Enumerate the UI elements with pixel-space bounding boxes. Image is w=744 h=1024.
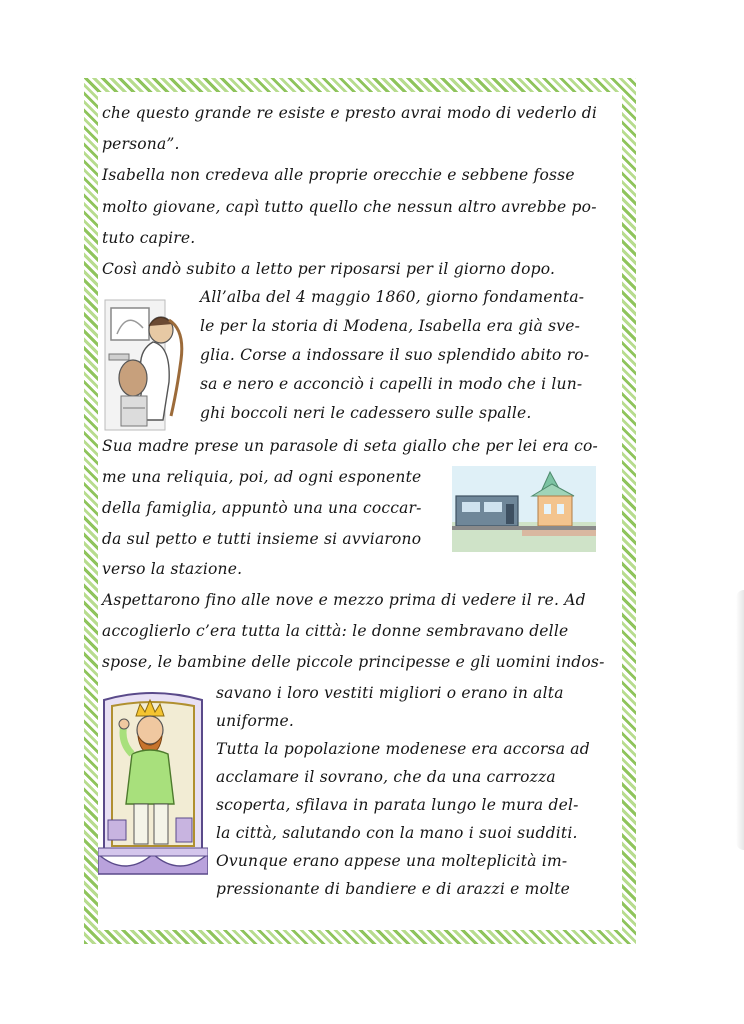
text-line: la città, salutando con la mano i suoi sudditi. [216, 824, 578, 842]
text-line: Aspettarono fino alle nove e mezzo prima di vedere il re. Ad [102, 591, 586, 609]
text-line: glia. Corse a indossare il suo splendido abito ro- [200, 346, 590, 364]
text-line: Sua madre prese un parasole di seta giallo che per lei era co- [102, 437, 598, 455]
text-line: accoglierlo c’era tutta la città: le donne sembravano delle [102, 622, 569, 640]
text-line: uniforme. [216, 712, 294, 730]
text-line: scoperta, sfilava in parata lungo le mura del- [216, 796, 579, 814]
train-station-illustration [452, 466, 596, 552]
text-line: savano i loro vestiti migliori o erano in alta [216, 684, 564, 702]
text-line: molto giovane, capì tutto quello che nessun altro avrebbe po- [102, 198, 597, 216]
text-line: Isabella non credeva alle proprie orecchie e sebbene fosse [102, 166, 575, 184]
king-on-throne-illustration [98, 690, 208, 885]
text-line: che questo grande re esiste e presto avrai modo di vederlo di [102, 104, 598, 122]
text-line: da sul petto e tutti insieme si avviarono [102, 530, 422, 548]
woman-dressing-illustration [103, 290, 193, 440]
text-line: pressionante di bandiere e di arazzi e molte [216, 880, 571, 898]
text-line: tuto capire. [102, 229, 196, 247]
text-line: me una reliquia, poi, ad ogni esponente [102, 468, 422, 486]
text-line: acclamare il sovrano, che da una carrozza [216, 768, 556, 786]
text-line: sa e nero e acconciò i capelli in modo che i lun- [200, 375, 583, 393]
text-line: Tutta la popolazione modenese era accorsa ad [216, 740, 590, 758]
text-line: spose, le bambine delle piccole principesse e gli uomini indos- [102, 653, 605, 671]
text-line: ghi boccoli neri le cadessero sulle spalle. [200, 404, 532, 422]
text-line: persona”. [102, 135, 180, 153]
text-line: All’alba del 4 maggio 1860, giorno fondamenta- [200, 288, 585, 306]
text-line: le per la storia di Modena, Isabella era già sve- [200, 317, 581, 335]
scan-edge-shadow [736, 590, 744, 850]
text-line: verso la stazione. [102, 560, 243, 578]
text-line: della famiglia, appuntò una una coccar- [102, 499, 422, 517]
text-line: Ovunque erano appese una molteplicità im- [216, 852, 568, 870]
text-line: Così andò subito a letto per riposarsi per il giorno dopo. [102, 260, 556, 278]
